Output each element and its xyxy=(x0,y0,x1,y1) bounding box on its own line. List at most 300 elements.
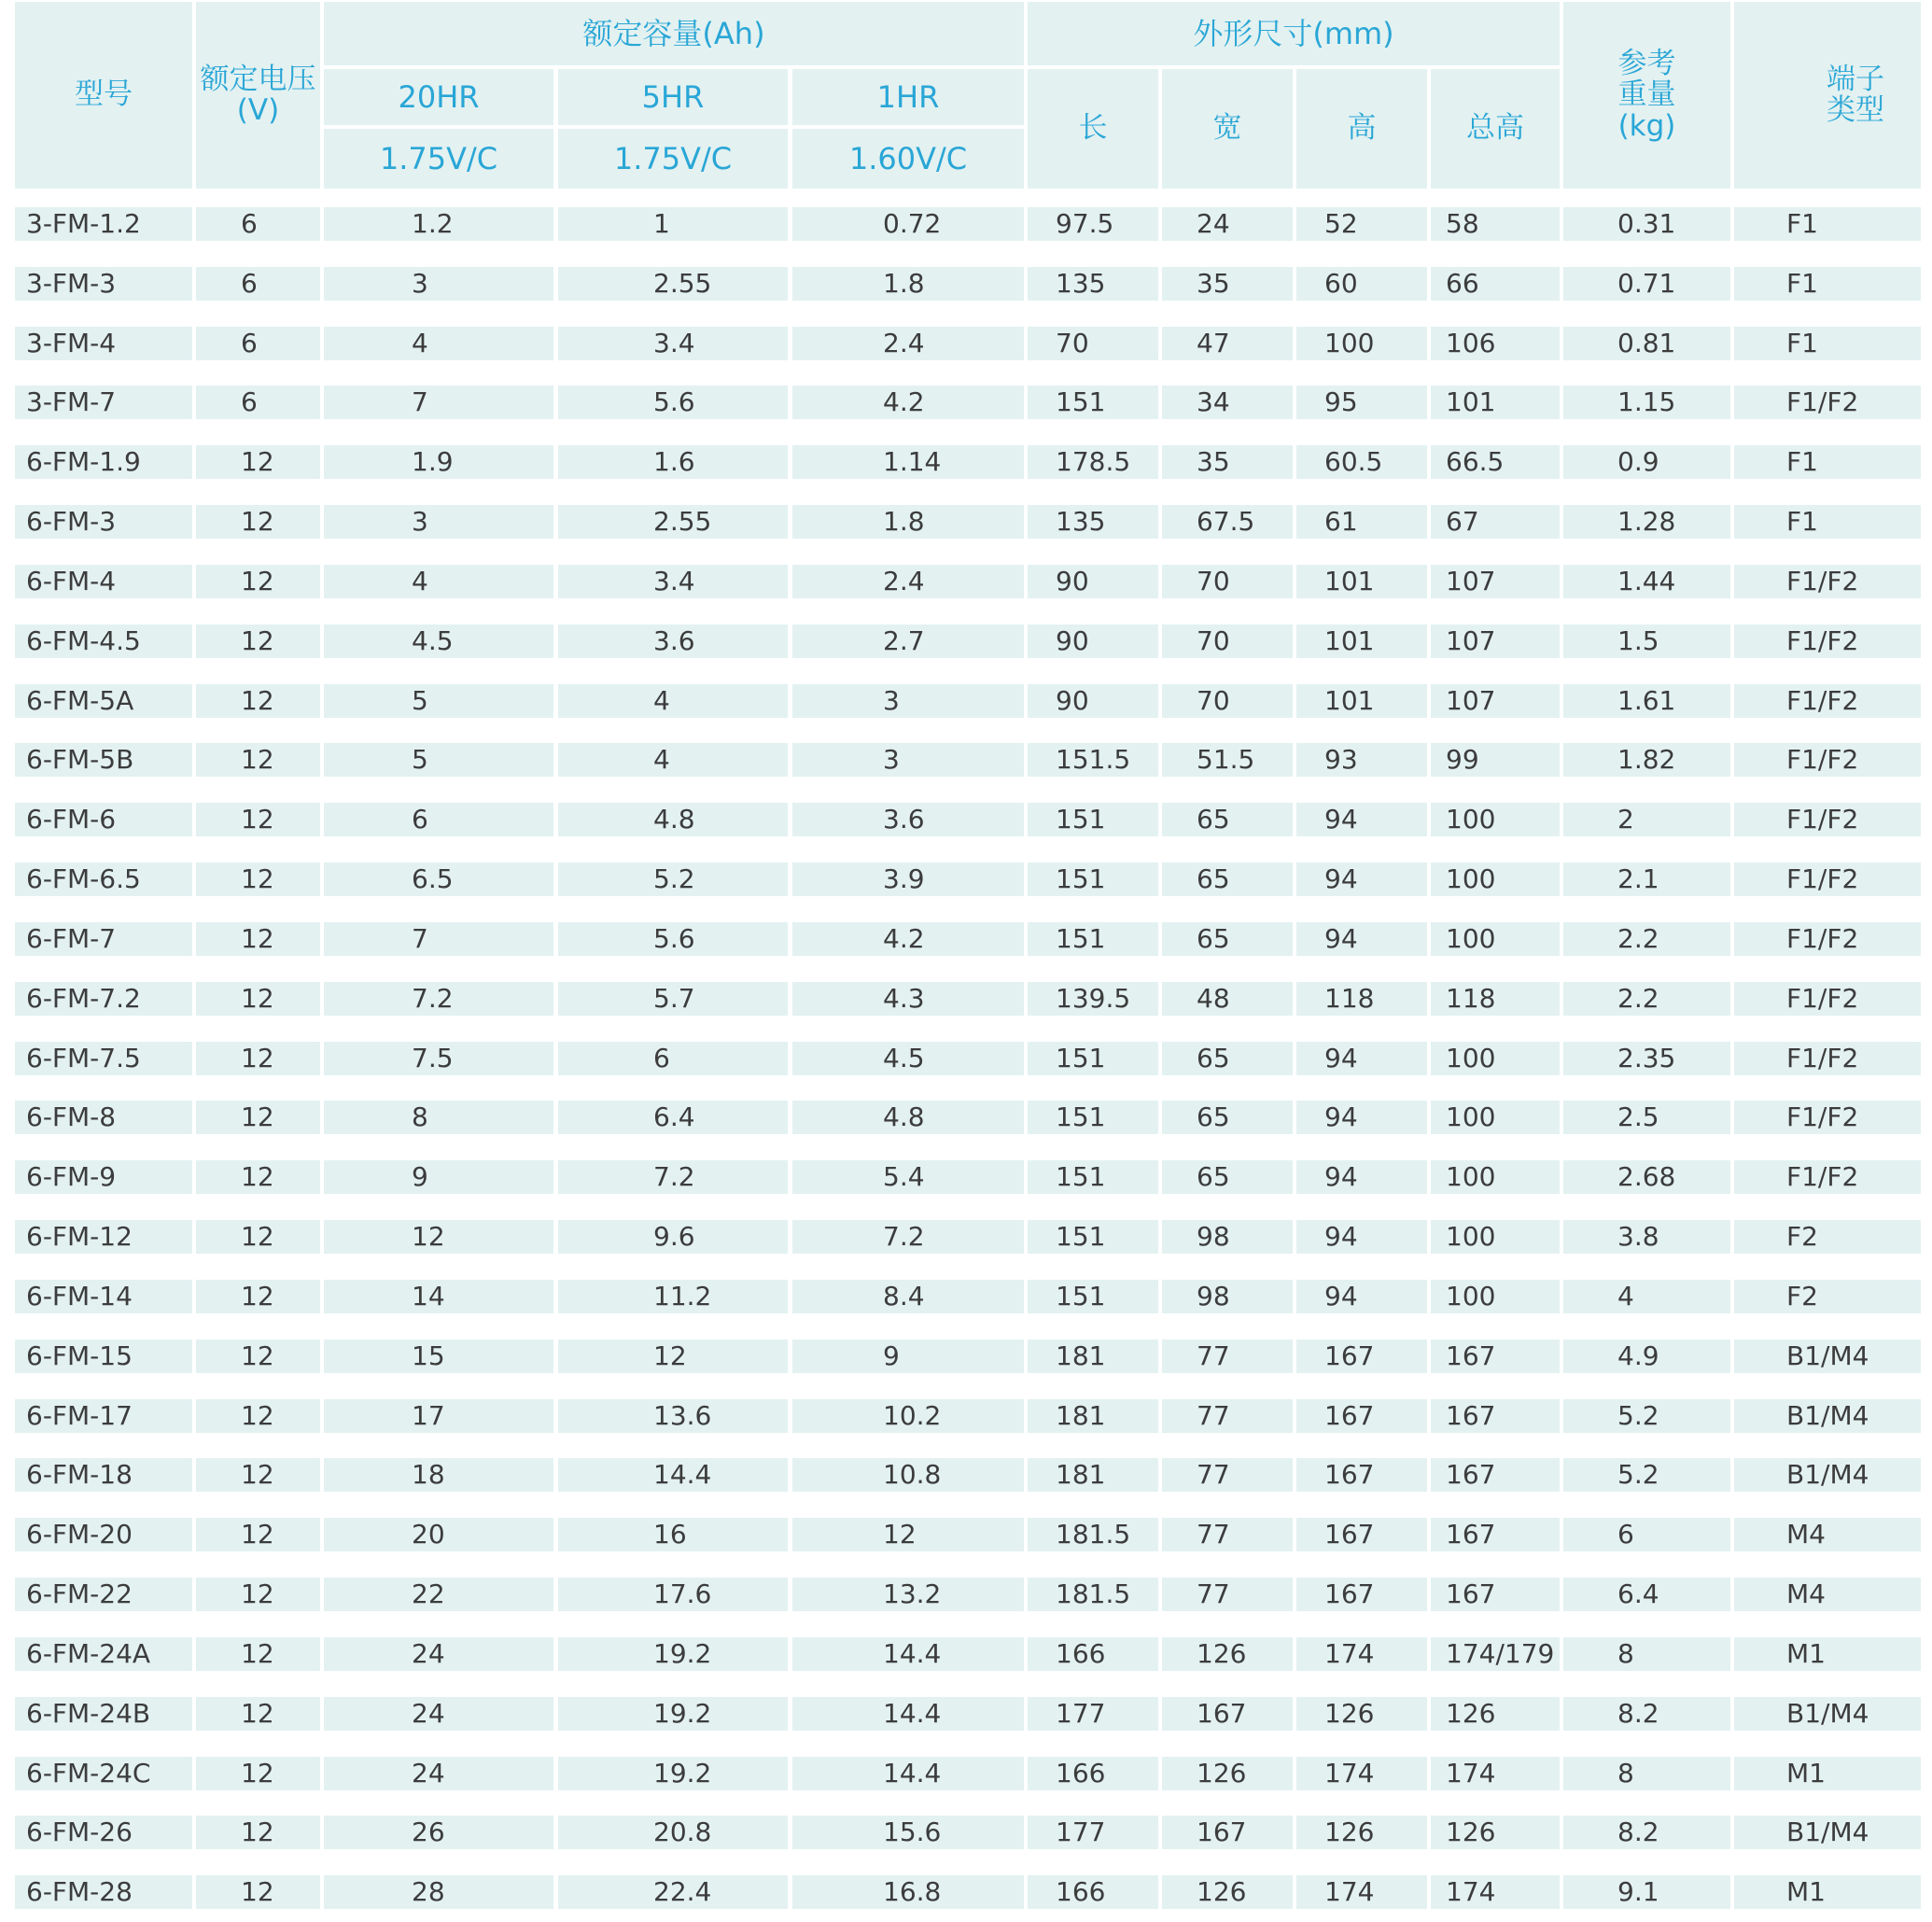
cell-model: 6-FM-24C xyxy=(15,1757,192,1790)
cell-cap-1hr: 16.8 xyxy=(792,1875,1024,1909)
cell-height: 94 xyxy=(1296,803,1427,836)
cell-cap-20hr: 22 xyxy=(324,1578,553,1611)
cell-weight: 0.31 xyxy=(1563,207,1730,241)
cell-cap-5hr: 4 xyxy=(558,743,788,777)
cell-terminal: F1 xyxy=(1734,267,1921,301)
cell-cap-5hr: 13.6 xyxy=(558,1399,788,1433)
cell-length: 181 xyxy=(1028,1399,1158,1433)
cell-voltage: 12 xyxy=(196,1042,320,1075)
cell-height: 174 xyxy=(1296,1875,1427,1909)
cell-height: 167 xyxy=(1296,1458,1427,1492)
cell-cap-20hr: 15 xyxy=(324,1340,553,1373)
cell-width: 70 xyxy=(1162,565,1293,598)
cell-length: 135 xyxy=(1028,267,1158,301)
header-cap-5hr-label: 5HR xyxy=(641,78,705,115)
cell-voltage: 12 xyxy=(196,505,320,539)
cell-length: 151 xyxy=(1028,863,1158,896)
cell-voltage: 12 xyxy=(196,1875,320,1909)
cell-height: 94 xyxy=(1296,1101,1427,1134)
cell-height: 126 xyxy=(1296,1816,1427,1849)
cell-terminal: F1 xyxy=(1734,327,1921,360)
cell-length: 70 xyxy=(1028,327,1158,360)
cell-width: 167 xyxy=(1162,1816,1293,1849)
cell-terminal: F1/F2 xyxy=(1734,982,1921,1016)
cell-width: 65 xyxy=(1162,922,1293,956)
cell-cap-20hr: 8 xyxy=(324,1101,553,1134)
cell-height: 167 xyxy=(1296,1518,1427,1551)
cell-cap-20hr: 7.5 xyxy=(324,1042,553,1075)
cell-cap-1hr: 5.4 xyxy=(792,1160,1024,1194)
cell-width: 65 xyxy=(1162,1042,1293,1075)
cell-cap-20hr: 1.2 xyxy=(324,207,553,241)
header-terminal-line2: 类型 xyxy=(1827,93,1884,127)
cell-height: 167 xyxy=(1296,1578,1427,1611)
cell-width: 65 xyxy=(1162,1160,1293,1194)
cell-cap-5hr: 22.4 xyxy=(558,1875,788,1909)
cell-length: 181.5 xyxy=(1028,1518,1158,1551)
cell-length: 139.5 xyxy=(1028,982,1158,1016)
header-height-label: 高 xyxy=(1347,111,1377,146)
cell-cap-20hr: 26 xyxy=(324,1816,553,1849)
cell-height: 94 xyxy=(1296,922,1427,956)
cell-cap-20hr: 17 xyxy=(324,1399,553,1433)
cell-cap-20hr: 7 xyxy=(324,922,553,956)
cell-length: 181.5 xyxy=(1028,1578,1158,1611)
cell-weight: 2.68 xyxy=(1563,1160,1730,1194)
cell-voltage: 12 xyxy=(196,803,320,836)
cell-cap-20hr: 4 xyxy=(324,565,553,598)
cell-width: 77 xyxy=(1162,1399,1293,1433)
cell-length: 177 xyxy=(1028,1816,1158,1849)
cell-cap-1hr: 1.8 xyxy=(792,267,1024,301)
header-cap-5hr-cutoff-label: 1.75V/C xyxy=(613,140,733,176)
cell-cap-20hr: 4 xyxy=(324,327,553,360)
cell-weight: 1.61 xyxy=(1563,684,1730,718)
cell-model: 6-FM-3 xyxy=(15,505,192,539)
cell-length: 90 xyxy=(1028,624,1158,658)
cell-length: 135 xyxy=(1028,505,1158,539)
cell-weight: 1.5 xyxy=(1563,624,1730,658)
cell-height: 101 xyxy=(1296,624,1427,658)
cell-width: 77 xyxy=(1162,1518,1293,1551)
cell-voltage: 12 xyxy=(196,1220,320,1254)
cell-model: 6-FM-12 xyxy=(15,1220,192,1254)
cell-length: 151 xyxy=(1028,1220,1158,1254)
cell-length: 90 xyxy=(1028,565,1158,598)
cell-cap-1hr: 0.72 xyxy=(792,207,1024,241)
cell-total-height: 167 xyxy=(1431,1578,1560,1611)
cell-cap-5hr: 5.2 xyxy=(558,863,788,896)
cell-cap-1hr: 8.4 xyxy=(792,1280,1024,1313)
cell-height: 126 xyxy=(1296,1697,1427,1731)
cell-cap-20hr: 6.5 xyxy=(324,863,553,896)
cell-cap-5hr: 2.55 xyxy=(558,505,788,539)
cell-model: 6-FM-24A xyxy=(15,1637,192,1671)
cell-cap-1hr: 3 xyxy=(792,743,1024,777)
cell-cap-1hr: 3.6 xyxy=(792,803,1024,836)
cell-width: 77 xyxy=(1162,1340,1293,1373)
cell-height: 167 xyxy=(1296,1399,1427,1433)
cell-terminal: F1/F2 xyxy=(1734,624,1921,658)
cell-model: 6-FM-22 xyxy=(15,1578,192,1611)
cell-model: 6-FM-6.5 xyxy=(15,863,192,896)
cell-height: 94 xyxy=(1296,1160,1427,1194)
cell-terminal: F1/F2 xyxy=(1734,1101,1921,1134)
cell-cap-5hr: 19.2 xyxy=(558,1757,788,1790)
header-weight-line1: 参考 xyxy=(1617,46,1676,80)
cell-height: 61 xyxy=(1296,505,1427,539)
cell-total-height: 118 xyxy=(1431,982,1560,1016)
cell-cap-1hr: 4.2 xyxy=(792,922,1024,956)
cell-cap-5hr: 12 xyxy=(558,1340,788,1373)
cell-cap-1hr: 3.9 xyxy=(792,863,1024,896)
cell-voltage: 12 xyxy=(196,1340,320,1373)
cell-cap-5hr: 5.7 xyxy=(558,982,788,1016)
cell-cap-5hr: 7.2 xyxy=(558,1160,788,1194)
cell-voltage: 12 xyxy=(196,743,320,777)
cell-terminal: F1 xyxy=(1734,505,1921,539)
cell-height: 118 xyxy=(1296,982,1427,1016)
cell-weight: 2.2 xyxy=(1563,982,1730,1016)
header-width xyxy=(1162,69,1293,189)
cell-total-height: 174/179 xyxy=(1431,1637,1560,1671)
cell-voltage: 12 xyxy=(196,1518,320,1551)
cell-cap-5hr: 19.2 xyxy=(558,1697,788,1731)
cell-model: 6-FM-28 xyxy=(15,1875,192,1909)
cell-cap-5hr: 14.4 xyxy=(558,1458,788,1492)
cell-width: 35 xyxy=(1162,267,1293,301)
cell-height: 100 xyxy=(1296,327,1427,360)
cell-model: 6-FM-17 xyxy=(15,1399,192,1433)
cell-length: 90 xyxy=(1028,684,1158,718)
cell-length: 151 xyxy=(1028,1042,1158,1075)
cell-cap-1hr: 4.3 xyxy=(792,982,1024,1016)
cell-weight: 8.2 xyxy=(1563,1697,1730,1731)
cell-voltage: 6 xyxy=(196,207,320,241)
cell-width: 67.5 xyxy=(1162,505,1293,539)
cell-terminal: F1/F2 xyxy=(1734,922,1921,956)
cell-length: 151 xyxy=(1028,922,1158,956)
cell-terminal: M1 xyxy=(1734,1637,1921,1671)
cell-height: 60.5 xyxy=(1296,445,1427,479)
cell-cap-20hr: 24 xyxy=(324,1757,553,1790)
header-cap-20hr-cutoff-label: 1.75V/C xyxy=(379,140,498,176)
cell-width: 35 xyxy=(1162,445,1293,479)
header-cap-1hr xyxy=(792,69,1024,125)
cell-total-height: 100 xyxy=(1431,1101,1560,1134)
cell-length: 166 xyxy=(1028,1637,1158,1671)
cell-weight: 2.35 xyxy=(1563,1042,1730,1075)
cell-weight: 0.9 xyxy=(1563,445,1730,479)
cell-voltage: 12 xyxy=(196,1637,320,1671)
cell-cap-20hr: 3 xyxy=(324,505,553,539)
cell-cap-5hr: 3.6 xyxy=(558,624,788,658)
cell-total-height: 107 xyxy=(1431,684,1560,718)
header-length-label: 长 xyxy=(1078,111,1108,146)
cell-width: 65 xyxy=(1162,1101,1293,1134)
cell-model: 6-FM-5B xyxy=(15,743,192,777)
cell-voltage: 12 xyxy=(196,982,320,1016)
cell-cap-20hr: 24 xyxy=(324,1637,553,1671)
cell-model: 6-FM-14 xyxy=(15,1280,192,1313)
cell-height: 174 xyxy=(1296,1637,1427,1671)
header-model xyxy=(15,2,192,189)
cell-cap-1hr: 3 xyxy=(792,684,1024,718)
cell-cap-1hr: 2.4 xyxy=(792,565,1024,598)
cell-weight: 4.9 xyxy=(1563,1340,1730,1373)
cell-cap-5hr: 3.4 xyxy=(558,565,788,598)
cell-width: 70 xyxy=(1162,684,1293,718)
cell-total-height: 106 xyxy=(1431,327,1560,360)
cell-cap-20hr: 5 xyxy=(324,684,553,718)
cell-terminal: F1/F2 xyxy=(1734,863,1921,896)
cell-weight: 5.2 xyxy=(1563,1458,1730,1492)
cell-weight: 4 xyxy=(1563,1280,1730,1313)
cell-voltage: 12 xyxy=(196,1458,320,1492)
cell-weight: 6.4 xyxy=(1563,1578,1730,1611)
cell-cap-5hr: 20.8 xyxy=(558,1816,788,1849)
cell-model: 6-FM-15 xyxy=(15,1340,192,1373)
cell-weight: 8 xyxy=(1563,1757,1730,1790)
cell-terminal: M1 xyxy=(1734,1757,1921,1790)
cell-cap-1hr: 4.8 xyxy=(792,1101,1024,1134)
cell-cap-5hr: 5.6 xyxy=(558,922,788,956)
cell-width: 70 xyxy=(1162,624,1293,658)
cell-length: 151 xyxy=(1028,1160,1158,1194)
cell-total-height: 174 xyxy=(1431,1757,1560,1790)
header-total-height xyxy=(1431,69,1560,189)
cell-voltage: 12 xyxy=(196,863,320,896)
header-cap-5hr xyxy=(558,69,788,125)
cell-height: 94 xyxy=(1296,1220,1427,1254)
cell-cap-5hr: 1 xyxy=(558,207,788,241)
cell-model: 6-FM-26 xyxy=(15,1816,192,1849)
cell-height: 94 xyxy=(1296,1042,1427,1075)
cell-total-height: 126 xyxy=(1431,1816,1560,1849)
header-total-height-label: 总高 xyxy=(1466,111,1524,146)
cell-cap-1hr: 14.4 xyxy=(792,1757,1024,1790)
cell-total-height: 167 xyxy=(1431,1399,1560,1433)
cell-cap-20hr: 7 xyxy=(324,386,553,419)
header-voltage-unit: (V) xyxy=(236,93,280,127)
cell-cap-1hr: 10.2 xyxy=(792,1399,1024,1433)
cell-height: 94 xyxy=(1296,1280,1427,1313)
cell-voltage: 12 xyxy=(196,1399,320,1433)
cell-voltage: 6 xyxy=(196,267,320,301)
cell-height: 52 xyxy=(1296,207,1427,241)
cell-model: 6-FM-7.2 xyxy=(15,982,192,1016)
cell-length: 181 xyxy=(1028,1340,1158,1373)
cell-terminal: F1/F2 xyxy=(1734,386,1921,419)
cell-total-height: 100 xyxy=(1431,1042,1560,1075)
cell-length: 151.5 xyxy=(1028,743,1158,777)
cell-voltage: 12 xyxy=(196,624,320,658)
header-terminal xyxy=(1734,2,1921,189)
cell-width: 126 xyxy=(1162,1757,1293,1790)
cell-voltage: 12 xyxy=(196,1816,320,1849)
cell-cap-20hr: 14 xyxy=(324,1280,553,1313)
cell-length: 166 xyxy=(1028,1757,1158,1790)
cell-voltage: 12 xyxy=(196,445,320,479)
cell-width: 98 xyxy=(1162,1220,1293,1254)
cell-terminal: F1 xyxy=(1734,445,1921,479)
cell-weight: 6 xyxy=(1563,1518,1730,1551)
cell-total-height: 100 xyxy=(1431,803,1560,836)
cell-cap-20hr: 9 xyxy=(324,1160,553,1194)
cell-total-height: 167 xyxy=(1431,1518,1560,1551)
cell-model: 3-FM-4 xyxy=(15,327,192,360)
cell-model: 6-FM-6 xyxy=(15,803,192,836)
header-cap-20hr-cutoff xyxy=(324,129,553,189)
cell-width: 98 xyxy=(1162,1280,1293,1313)
cell-height: 101 xyxy=(1296,684,1427,718)
cell-terminal: F1/F2 xyxy=(1734,565,1921,598)
header-weight xyxy=(1563,2,1730,189)
cell-cap-20hr: 20 xyxy=(324,1518,553,1551)
cell-cap-20hr: 4.5 xyxy=(324,624,553,658)
cell-model: 6-FM-1.9 xyxy=(15,445,192,479)
cell-cap-20hr: 28 xyxy=(324,1875,553,1909)
cell-terminal: F1/F2 xyxy=(1734,1160,1921,1194)
cell-width: 47 xyxy=(1162,327,1293,360)
cell-width: 126 xyxy=(1162,1875,1293,1909)
cell-cap-1hr: 9 xyxy=(792,1340,1024,1373)
cell-weight: 8.2 xyxy=(1563,1816,1730,1849)
cell-terminal: M4 xyxy=(1734,1578,1921,1611)
cell-terminal: M4 xyxy=(1734,1518,1921,1551)
cell-cap-5hr: 5.6 xyxy=(558,386,788,419)
cell-voltage: 12 xyxy=(196,1160,320,1194)
header-weight-unit: (kg) xyxy=(1617,108,1676,143)
cell-model: 6-FM-7 xyxy=(15,922,192,956)
cell-terminal: F1/F2 xyxy=(1734,803,1921,836)
cell-cap-5hr: 2.55 xyxy=(558,267,788,301)
cell-model: 6-FM-5A xyxy=(15,684,192,718)
cell-weight: 1.15 xyxy=(1563,386,1730,419)
cell-weight: 1.44 xyxy=(1563,565,1730,598)
cell-voltage: 6 xyxy=(196,327,320,360)
header-voltage-label: 额定电压 xyxy=(200,62,316,96)
cell-total-height: 67 xyxy=(1431,505,1560,539)
cell-cap-5hr: 4.8 xyxy=(558,803,788,836)
cell-model: 6-FM-24B xyxy=(15,1697,192,1731)
cell-cap-5hr: 4 xyxy=(558,684,788,718)
header-cap-1hr-label: 1HR xyxy=(876,78,940,115)
cell-voltage: 12 xyxy=(196,565,320,598)
cell-total-height: 167 xyxy=(1431,1340,1560,1373)
cell-cap-1hr: 10.8 xyxy=(792,1458,1024,1492)
cell-terminal: F1/F2 xyxy=(1734,684,1921,718)
cell-weight: 2.5 xyxy=(1563,1101,1730,1134)
header-dims-group xyxy=(1028,2,1560,65)
cell-model: 3-FM-1.2 xyxy=(15,207,192,241)
cell-total-height: 66.5 xyxy=(1431,445,1560,479)
cell-width: 77 xyxy=(1162,1578,1293,1611)
cell-width: 24 xyxy=(1162,207,1293,241)
cell-length: 151 xyxy=(1028,386,1158,419)
cell-cap-5hr: 16 xyxy=(558,1518,788,1551)
cell-cap-5hr: 9.6 xyxy=(558,1220,788,1254)
cell-cap-5hr: 3.4 xyxy=(558,327,788,360)
cell-voltage: 12 xyxy=(196,684,320,718)
cell-cap-20hr: 18 xyxy=(324,1458,553,1492)
header-cap-1hr-cutoff-label: 1.60V/C xyxy=(848,140,968,176)
cell-model: 6-FM-8 xyxy=(15,1101,192,1134)
cell-weight: 0.71 xyxy=(1563,267,1730,301)
cell-height: 93 xyxy=(1296,743,1427,777)
header-dims-label: 外形尺寸(mm) xyxy=(1193,15,1394,51)
cell-terminal: B1/M4 xyxy=(1734,1697,1921,1731)
cell-cap-5hr: 11.2 xyxy=(558,1280,788,1313)
cell-terminal: F1 xyxy=(1734,207,1921,241)
cell-height: 101 xyxy=(1296,565,1427,598)
cell-width: 65 xyxy=(1162,803,1293,836)
cell-voltage: 12 xyxy=(196,1280,320,1313)
cell-model: 6-FM-20 xyxy=(15,1518,192,1551)
cell-length: 177 xyxy=(1028,1697,1158,1731)
cell-total-height: 101 xyxy=(1431,386,1560,419)
cell-width: 48 xyxy=(1162,982,1293,1016)
cell-terminal: F1/F2 xyxy=(1734,1042,1921,1075)
cell-voltage: 12 xyxy=(196,1697,320,1731)
cell-voltage: 12 xyxy=(196,1101,320,1134)
cell-total-height: 58 xyxy=(1431,207,1560,241)
cell-model: 3-FM-7 xyxy=(15,386,192,419)
cell-cap-1hr: 1.8 xyxy=(792,505,1024,539)
cell-model: 6-FM-18 xyxy=(15,1458,192,1492)
cell-length: 151 xyxy=(1028,1101,1158,1134)
cell-total-height: 100 xyxy=(1431,1220,1560,1254)
cell-terminal: B1/M4 xyxy=(1734,1340,1921,1373)
cell-total-height: 126 xyxy=(1431,1697,1560,1731)
cell-total-height: 99 xyxy=(1431,743,1560,777)
cell-weight: 2.1 xyxy=(1563,863,1730,896)
cell-terminal: B1/M4 xyxy=(1734,1399,1921,1433)
cell-width: 65 xyxy=(1162,863,1293,896)
cell-total-height: 167 xyxy=(1431,1458,1560,1492)
cell-total-height: 100 xyxy=(1431,1160,1560,1194)
header-terminal-line1: 端子 xyxy=(1827,62,1884,96)
cell-length: 97.5 xyxy=(1028,207,1158,241)
header-height xyxy=(1296,69,1427,189)
cell-terminal: F2 xyxy=(1734,1220,1921,1254)
cell-total-height: 107 xyxy=(1431,624,1560,658)
cell-cap-20hr: 24 xyxy=(324,1697,553,1731)
cell-model: 6-FM-7.5 xyxy=(15,1042,192,1075)
header-capacity-group xyxy=(324,2,1024,65)
header-cap-5hr-cutoff xyxy=(558,129,788,189)
cell-model: 6-FM-4.5 xyxy=(15,624,192,658)
header-model-label: 型号 xyxy=(75,77,133,112)
cell-terminal: B1/M4 xyxy=(1734,1816,1921,1849)
header-weight-line2: 重量 xyxy=(1617,77,1676,112)
cell-cap-1hr: 2.4 xyxy=(792,327,1024,360)
cell-cap-5hr: 1.6 xyxy=(558,445,788,479)
cell-cap-20hr: 6 xyxy=(324,803,553,836)
cell-length: 151 xyxy=(1028,803,1158,836)
cell-width: 77 xyxy=(1162,1458,1293,1492)
cell-model: 6-FM-9 xyxy=(15,1160,192,1194)
cell-cap-1hr: 13.2 xyxy=(792,1578,1024,1611)
cell-cap-1hr: 1.14 xyxy=(792,445,1024,479)
cell-cap-20hr: 5 xyxy=(324,743,553,777)
cell-cap-1hr: 14.4 xyxy=(792,1637,1024,1671)
cell-voltage: 12 xyxy=(196,1578,320,1611)
cell-voltage: 12 xyxy=(196,1757,320,1790)
cell-total-height: 66 xyxy=(1431,267,1560,301)
cell-total-height: 100 xyxy=(1431,863,1560,896)
cell-cap-20hr: 3 xyxy=(324,267,553,301)
